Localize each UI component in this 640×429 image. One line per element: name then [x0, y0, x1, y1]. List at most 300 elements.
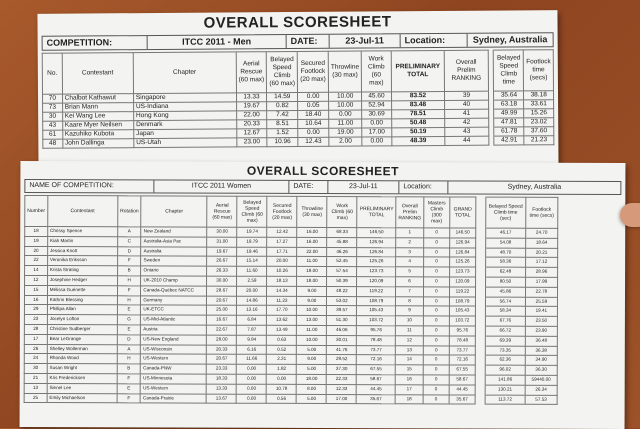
women-cell: 108.79 [357, 296, 396, 306]
women-location-label: Location: [399, 181, 448, 193]
women-cell: Emily Michaelson [47, 393, 117, 403]
men-location-value: Sydney, Australia [472, 34, 548, 45]
men-competition-value: ITCC 2011 - Men [148, 35, 287, 49]
men-cell: 47.81 [494, 118, 524, 127]
women-cell: 73.77 [357, 345, 396, 355]
women-cell: 0.00 [267, 374, 297, 384]
women-cell: 14.86 [237, 296, 267, 306]
women-cell: 17.71 [267, 247, 297, 257]
women-header-cell: Overall Prelim RANKING [396, 197, 424, 228]
men-cell: 44 [445, 136, 488, 145]
women-cell: 0 [423, 394, 449, 404]
men-header-cell: Secured Footlock (20 max) [297, 51, 328, 92]
men-cell: 41 [445, 109, 488, 118]
column-gap [475, 375, 485, 385]
women-cell: 58.36 [486, 257, 526, 267]
women-cell: US-Mid-Atlantic [141, 315, 207, 325]
women-cell: 18.00 [297, 267, 327, 277]
women-cell: 22.00 [297, 247, 327, 257]
men-cell: 35.64 [494, 91, 524, 100]
women-cell: Susan Wright [47, 364, 117, 374]
women-cell: 67.76 [485, 316, 525, 326]
women-cell: 23.33 [207, 364, 237, 374]
women-cell: US-Wisconsin [141, 344, 207, 354]
women-cell: 57.53 [525, 395, 557, 405]
column-gap [476, 238, 486, 248]
women-cell: 0 [423, 277, 449, 287]
men-cell: 0.05 [298, 101, 329, 110]
women-cell: 96.02 [485, 365, 525, 375]
men-cell: 40 [445, 100, 488, 109]
women-cell: 0 [423, 336, 449, 346]
women-cell: 23.90 [525, 326, 557, 336]
women-cell: 69.39 [485, 336, 525, 346]
men-cell: 0.00 [362, 119, 391, 128]
men-competition-label: COMPETITION: [43, 36, 148, 50]
men-cell: 0.82 [267, 102, 298, 111]
men-cell: 45.60 [362, 92, 391, 101]
women-cell: 13.16 [237, 306, 267, 316]
women-cell: 19.74 [237, 227, 267, 237]
men-cell: 18.40 [298, 110, 329, 119]
women-cell: 67.55 [357, 365, 396, 375]
women-cell: 0.00 [237, 374, 267, 384]
women-cell: 0.56 [267, 394, 297, 404]
women-cell: Sweden [141, 256, 207, 266]
women-cell: 103.72 [449, 316, 475, 326]
women-cell: Jocelyn Lofton [47, 315, 117, 325]
women-cell: 26 [24, 344, 47, 354]
women-cell: 13.62 [267, 315, 297, 325]
women-cell: 2.31 [267, 355, 297, 365]
women-cell: 20.00 [267, 257, 297, 267]
women-cell: 120.09 [357, 277, 396, 287]
men-header-cell: Throwline (30 max) [328, 51, 361, 92]
column-gap [476, 228, 486, 238]
women-competition-label: NAME OF COMPETITION: [25, 180, 154, 192]
men-cell: 52.94 [362, 101, 391, 110]
women-header-cell: Belayed Speed Climb (60 max) [237, 196, 267, 227]
men-cell: 37.60 [524, 127, 554, 136]
women-cell: 20 [25, 246, 48, 256]
women-cell: 123.73 [357, 267, 396, 277]
women-cell: 18.13 [267, 276, 297, 286]
column-gap [475, 355, 485, 365]
women-cell: 13 [395, 345, 423, 355]
women-cell: 7.87 [237, 325, 267, 335]
column-gap [475, 336, 485, 346]
women-cell: 5 [396, 267, 424, 277]
women-cell: 9.00 [297, 296, 327, 306]
women-cell: Josephine Hedger [47, 276, 117, 286]
column-gap [475, 277, 485, 287]
women-cell: 95.76 [449, 326, 475, 336]
men-cell: 83.52 [391, 91, 445, 100]
women-cell: E [117, 384, 141, 394]
women-cell: 17.00 [327, 394, 357, 404]
women-cell: US-Western [141, 384, 207, 394]
men-cell: US-Indiana [133, 102, 236, 112]
women-cell: 46.06 [327, 325, 357, 335]
women-cell: 22 [25, 256, 48, 266]
women-cell: 10.78 [267, 384, 297, 394]
men-scoresheet [37, 10, 558, 174]
women-cell: Sienel Lee [47, 383, 117, 393]
men-cell: 0.00 [298, 128, 329, 137]
women-cell: 10.00 [297, 306, 327, 316]
women-header-cell: PRELIMINARY TOTAL [357, 197, 396, 228]
women-cell: F [117, 256, 141, 266]
women-cell: 120.09 [449, 277, 475, 287]
women-cell: 126.94 [357, 237, 396, 247]
women-cell: 17.70 [267, 306, 297, 316]
men-title: OVERALL SCORESHEET [203, 13, 392, 32]
women-cell: 35.67 [357, 394, 396, 404]
women-cell: Krista Strating [47, 266, 117, 276]
women-cell: 18.00 [297, 276, 327, 286]
women-cell: 125.26 [450, 257, 476, 267]
men-cell: 73 [43, 103, 63, 112]
women-cell: Kathrin Blessing [47, 295, 117, 305]
women-cell: 0 [423, 385, 449, 395]
men-cell: 30.69 [362, 110, 391, 119]
men-cell: 11.00 [329, 119, 362, 128]
women-cell: 0 [423, 365, 449, 375]
women-header-cell: Belayed Speed Climb time (sec) [486, 197, 526, 228]
women-cell: 17.12 [526, 258, 558, 268]
women-cell: 0 [424, 228, 450, 238]
women-cell: 17 [24, 334, 47, 344]
women-cell: 20.67 [207, 354, 237, 364]
women-header-cell: Footlock time (secs) [526, 197, 558, 228]
women-cell: B [117, 364, 141, 374]
men-cell: 13.33 [236, 93, 267, 102]
women-cell: 11 [395, 326, 423, 336]
men-cell: 30 [43, 112, 63, 121]
women-cell: 18.00 [297, 374, 327, 384]
women-cell: 16 [395, 375, 423, 385]
women-cell: Veronika Eriksson [47, 256, 117, 266]
men-cell: 0.00 [329, 110, 362, 119]
women-cell: 24 [24, 354, 47, 364]
women-cell: 62.36 [485, 355, 525, 365]
men-cell: 50.48 [391, 118, 445, 127]
women-cell: 0 [424, 247, 450, 257]
women-cell: 52.45 [327, 257, 357, 267]
women-cell: 3 [396, 247, 424, 257]
column-gap [476, 257, 486, 267]
women-cell: D [117, 246, 141, 256]
men-cell: 19.67 [236, 102, 267, 111]
women-cell: 6.84 [237, 315, 267, 325]
women-cell: 130.21 [485, 385, 525, 395]
women-cell: B [117, 266, 141, 276]
women-cell: 0 [423, 306, 449, 316]
women-cell: 95.76 [357, 326, 396, 336]
women-cell: 12.33 [327, 384, 357, 394]
women-cell: 10.00 [297, 335, 327, 345]
women-cell: 25 [24, 393, 47, 403]
women-cell: 80.50 [485, 277, 525, 287]
women-cell: Jessica Knott [47, 246, 117, 256]
women-cell: 0.63 [267, 335, 297, 345]
thumb [620, 203, 640, 227]
women-cell: 19.79 [237, 237, 267, 247]
women-cell: Rhonda Wood [47, 354, 117, 364]
men-cell: Japan [134, 129, 237, 139]
men-cell: Chalbot Kathawut [62, 94, 133, 103]
women-cell: 14 [25, 266, 48, 276]
women-cell: 58.34 [485, 306, 525, 316]
men-header-cell: Chapter [133, 52, 236, 94]
women-cell: 22.67 [207, 325, 237, 335]
women-cell: 15.14 [237, 257, 267, 267]
women-cell: 126.94 [450, 238, 476, 248]
women-cell: US-Western [141, 354, 207, 364]
women-cell: Kris Fredericksen [47, 373, 117, 383]
women-cell: 108.79 [449, 297, 475, 307]
women-competition-value: ITCC 2011 Women [154, 180, 289, 192]
women-cell: 20.00 [237, 286, 267, 296]
men-cell: 70 [43, 94, 63, 103]
men-cell: 33.61 [524, 100, 554, 109]
men-cell: 43 [445, 127, 488, 136]
women-cell: 5.00 [297, 394, 327, 404]
men-cell: Kei Wang Lee [62, 112, 133, 121]
women-cell: 6.16 [237, 345, 267, 355]
men-header-cell: Aerial Rescue (60 max) [236, 52, 267, 93]
women-cell: A [117, 344, 141, 354]
women-cell: 19 [25, 236, 48, 246]
women-cell: 0 [423, 287, 449, 297]
women-header-cell: Rotation [118, 196, 142, 227]
women-cell: 2.59 [237, 276, 267, 286]
women-cell: 6 [396, 277, 424, 287]
women-cell: 67.55 [449, 365, 475, 375]
women-cell: F [117, 286, 141, 296]
women-cell: 9.84 [237, 335, 267, 345]
women-cell: 11.00 [297, 257, 327, 267]
women-cell: 68.33 [327, 228, 357, 238]
women-cell: 51.30 [327, 316, 357, 326]
women-cell: 28.67 [207, 286, 237, 296]
women-cell: 12.42 [267, 227, 297, 237]
women-cell: 13.67 [207, 394, 237, 404]
women-cell: 21 [24, 373, 47, 383]
women-cell: 46.17 [486, 228, 526, 238]
column-gap [476, 197, 486, 228]
women-cell: 22.33 [327, 374, 357, 384]
men-date-label: DATE: [287, 35, 330, 48]
women-cell: H [117, 354, 141, 364]
women-cell: 20.21 [526, 248, 558, 258]
women-cell: 2 [396, 238, 424, 248]
men-cell: 42 [445, 118, 488, 127]
women-cell: 22.78 [525, 287, 557, 297]
column-gap [475, 316, 485, 326]
women-cell: Canada-Québec NATCC [141, 286, 207, 296]
women-cell: D [117, 335, 141, 345]
women-cell: 9 [396, 306, 424, 316]
women-cell: 17.27 [267, 237, 297, 247]
men-cell: 50.19 [391, 127, 445, 136]
women-cell: H [117, 295, 141, 305]
women-header-cell: Work Climb (60 max) [327, 197, 357, 228]
women-cell: 4 [396, 257, 424, 267]
column-gap [475, 267, 485, 277]
women-cell: 78.48 [357, 335, 396, 345]
women-cell: 15 [24, 285, 47, 295]
men-cell: 10.00 [329, 101, 362, 110]
men-cell: 61 [43, 130, 63, 139]
women-header-cell: Secured Footlock (20 max) [267, 196, 297, 227]
women-cell: 30.00 [207, 227, 237, 237]
men-cell: 23.00 [236, 138, 267, 147]
women-cell: 30 [24, 364, 47, 374]
women-info-bar [24, 179, 621, 195]
women-cell: 78.48 [449, 336, 475, 346]
men-results-table [42, 49, 555, 149]
men-cell: 20.33 [236, 120, 267, 129]
women-cell: 57.54 [327, 267, 357, 277]
women-cell: 0 [423, 355, 449, 365]
women-cell: 50.39 [327, 276, 357, 286]
women-cell: 19.67 [207, 247, 237, 257]
men-cell: 10.64 [298, 119, 329, 128]
women-cell: 0 [423, 345, 449, 355]
women-cell: 7 [396, 287, 424, 297]
women-cell: 125.26 [357, 257, 396, 267]
men-cell: 19.00 [329, 128, 362, 137]
women-cell: Canada-Prairie [141, 393, 207, 403]
women-cell: 53.02 [327, 296, 357, 306]
women-cell: 0.00 [237, 384, 267, 394]
women-cell: 5.00 [297, 345, 327, 355]
men-cell: 15.26 [524, 109, 554, 118]
women-cell: 11.23 [267, 296, 297, 306]
women-cell: 5.00 [297, 365, 327, 375]
women-results-table [24, 195, 559, 405]
women-cell: 44.45 [449, 385, 475, 395]
men-cell: 12.43 [298, 137, 329, 146]
women-header-cell: GRAND TOTAL [450, 197, 476, 228]
women-cell: 26.34 [525, 385, 557, 395]
women-cell: 48.70 [486, 248, 526, 258]
women-cell: 23.50 [525, 316, 557, 326]
column-gap [475, 326, 485, 336]
women-cell: 36.48 [525, 336, 557, 346]
women-cell: 25.00 [207, 305, 237, 315]
men-cell: Denmark [134, 120, 237, 130]
men-cell: 83.48 [391, 100, 445, 109]
women-cell: Australia-Asia Pac [141, 237, 207, 247]
women-cell: 0.00 [237, 364, 267, 374]
column-gap [475, 306, 485, 316]
women-cell: 28.96 [525, 267, 557, 277]
men-date-value: 23-Jul-11 [330, 34, 401, 47]
women-cell: Ontario [141, 266, 207, 276]
men-cell: 8.51 [267, 120, 298, 129]
column-gap [475, 346, 485, 356]
women-cell: 141.86 [485, 375, 525, 385]
men-header-cell: Belayed Speed Climb time [494, 50, 524, 91]
women-cell: 126.84 [357, 247, 396, 257]
women-cell: G [117, 315, 141, 325]
column-gap [475, 365, 485, 375]
men-cell: 48.39 [391, 136, 445, 145]
women-cell: 123.73 [449, 267, 475, 277]
women-cell: 103.72 [357, 316, 396, 326]
women-cell: A [117, 227, 141, 237]
women-cell: Australia [141, 246, 207, 256]
men-header-cell: Footlock time (secs) [524, 50, 554, 91]
women-cell: 34.90 [525, 356, 557, 366]
column-gap [475, 385, 485, 395]
women-cell: 16.00 [297, 237, 327, 247]
women-header-cell: Aerial Rescue (60 max) [207, 196, 237, 227]
women-cell: 17.99 [525, 277, 557, 287]
men-cell: 42.91 [494, 136, 524, 145]
women-cell: 48.22 [327, 286, 357, 296]
women-cell: 8 [396, 296, 424, 306]
men-cell: Kaare Myer Neilsen [62, 121, 133, 130]
column-gap [475, 297, 485, 307]
women-cell: 58.67 [449, 375, 475, 385]
men-cell: US-Utah [134, 138, 237, 148]
women-header-cell: Contestant [48, 196, 118, 227]
women-cell: 0 [424, 238, 450, 248]
women-cell: 36.30 [525, 365, 557, 375]
women-cell: E [117, 305, 141, 315]
men-cell: 49.99 [494, 109, 524, 118]
women-header-cell: Masters Climb (300 max) [424, 197, 450, 228]
women-cell: 20.67 [207, 296, 237, 306]
women-cell: 12 [25, 275, 48, 285]
women-header-cell: Number [25, 195, 48, 226]
women-date-label: DATE: [289, 181, 328, 193]
women-cell: 10.26 [267, 266, 297, 276]
women-cell: 28.00 [207, 335, 237, 345]
men-header-cell: Work Climb (60 max) [361, 51, 391, 92]
women-cell: 11.66 [237, 355, 267, 365]
men-cell: 17.00 [362, 128, 391, 137]
women-cell: 0 [423, 316, 449, 326]
women-cell: 16 [24, 295, 47, 305]
men-cell: 22.00 [236, 111, 267, 120]
men-cell: 12.67 [236, 129, 267, 138]
women-cell: 16.00 [297, 227, 327, 237]
women-cell: 0 [423, 375, 449, 385]
women-cell: 19.41 [525, 307, 557, 317]
women-cell: 146.50 [357, 228, 396, 238]
women-cell: 10 [396, 316, 424, 326]
men-location-label: Location: [401, 34, 468, 47]
women-cell: Canada-PNW [141, 364, 207, 374]
men-cell: 21.23 [524, 136, 554, 145]
women-cell: 14.34 [267, 286, 297, 296]
women-cell: 45.86 [485, 287, 525, 297]
women-cell: Kiah Martin [47, 236, 117, 246]
women-cell: 15 [395, 365, 423, 375]
women-cell: 1.82 [267, 364, 297, 374]
women-cell: 0 [423, 267, 449, 277]
women-cell: 19.46 [237, 247, 267, 257]
women-cell: 11.00 [297, 325, 327, 335]
women-cell: 59440.00 [525, 375, 557, 385]
men-cell: Kazuhiko Kubota [62, 130, 133, 139]
women-header-cell: Chapter [141, 196, 207, 227]
women-cell: F [117, 393, 141, 403]
